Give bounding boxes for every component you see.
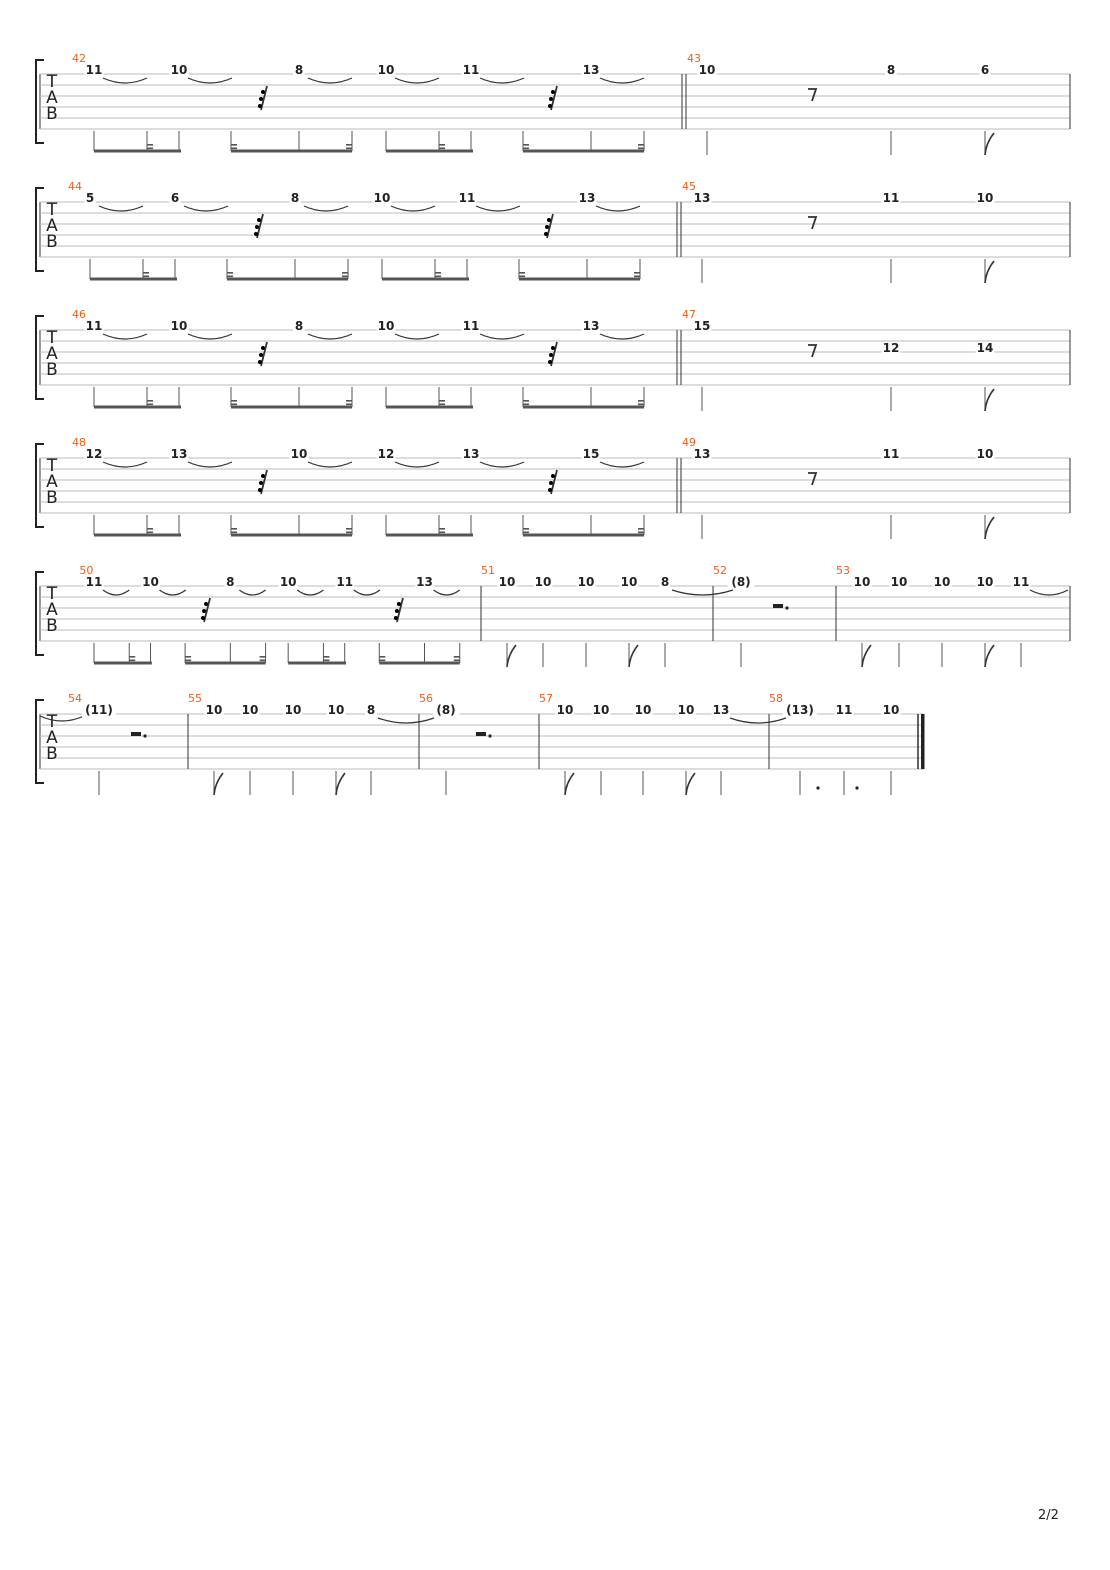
rest-dot [551, 90, 555, 94]
beam-stub [454, 660, 460, 662]
fret-number: 11 [462, 63, 480, 77]
fret-number: 8 [660, 575, 670, 589]
fret-number: 11 [85, 63, 103, 77]
measure-number: 45 [682, 180, 696, 193]
beam [386, 406, 473, 409]
fret-number: 12 [377, 447, 395, 461]
beam-stub [439, 148, 445, 150]
beam-stub [439, 400, 445, 402]
measure-number: 51 [481, 564, 495, 577]
tie-arc [480, 334, 524, 339]
beam [231, 150, 352, 153]
tie-arc [297, 590, 323, 595]
tie-arc [308, 78, 352, 83]
fret-number: 13 [578, 191, 596, 205]
beam [523, 534, 644, 537]
beam [94, 534, 181, 537]
beam-stub [346, 144, 352, 146]
beam-stub [638, 144, 644, 146]
fret-number: 10 [205, 703, 223, 717]
beam-stub [231, 400, 237, 402]
beam [523, 406, 644, 409]
beam-stub [231, 528, 237, 530]
measure-number: 55 [188, 692, 202, 705]
fret-number: 11 [462, 319, 480, 333]
eighth-flag [985, 133, 994, 155]
rest-dot [255, 225, 259, 229]
tie-arc [103, 590, 129, 595]
measure-number: 47 [682, 308, 696, 321]
rest-dot [395, 609, 399, 613]
beam-stub [439, 404, 445, 406]
fret-number: 5 [85, 191, 95, 205]
eighth-flag [686, 773, 695, 795]
fret-number: 13 [582, 63, 600, 77]
fret-number: 8 [294, 63, 304, 77]
beam-stub [227, 272, 233, 274]
dotted-half-rest [773, 604, 783, 608]
rest-dot [202, 609, 206, 613]
beam-stub [638, 400, 644, 402]
beam [382, 278, 469, 281]
beam [94, 150, 181, 153]
duration-dot [855, 786, 858, 789]
beam-stub [523, 144, 529, 146]
rest-dot [258, 488, 262, 492]
eighth-flag [629, 645, 638, 667]
eighth-flag [507, 645, 516, 667]
beam-stub [439, 144, 445, 146]
beam [227, 278, 348, 281]
beam-stub [342, 276, 348, 278]
fret-number: 10 [534, 575, 552, 589]
beam-stub [346, 148, 352, 150]
tie-arc [304, 206, 348, 211]
beam-stub [260, 656, 266, 658]
tab-clef-letter: A [46, 728, 58, 748]
beam-stub [519, 276, 525, 278]
fret-number: 13 [170, 447, 188, 461]
tie-arc [378, 718, 434, 723]
measure-number: 54 [68, 692, 82, 705]
fret-number: 10 [373, 191, 391, 205]
tie-arc [596, 206, 640, 211]
eighth-rest [808, 345, 816, 357]
fret-number: 11 [85, 575, 103, 589]
fret-number: 13 [416, 575, 433, 589]
fret-number: 13 [582, 319, 600, 333]
measure-number: 50 [79, 564, 94, 577]
tie-arc [1030, 590, 1068, 595]
tie-arc [99, 206, 143, 211]
beam-stub [638, 528, 644, 530]
fret-number: 10 [279, 575, 297, 589]
beam-stub [231, 148, 237, 150]
eighth-flag [862, 645, 871, 667]
beam-stub [439, 528, 445, 530]
eighth-rest [808, 89, 816, 101]
measure-number: 53 [836, 564, 850, 577]
tie-arc [391, 206, 435, 211]
tie-arc [730, 718, 786, 723]
beam-stub [638, 532, 644, 534]
rest-dot [204, 602, 208, 606]
fret-number: 11 [882, 447, 900, 461]
fret-number: 6 [980, 63, 990, 77]
tab-clef-letter: A [46, 344, 58, 364]
beam-stub [147, 148, 153, 150]
tie-arc [600, 462, 644, 467]
fret-number: 11 [1012, 575, 1030, 589]
rest-dot [785, 606, 788, 609]
beam-stub [227, 276, 233, 278]
tie-arc [600, 334, 644, 339]
beam-stub [346, 400, 352, 402]
fret-number: 10 [290, 447, 308, 461]
beam-stub [346, 404, 352, 406]
fret-number: 10 [377, 63, 395, 77]
fret-number: (13) [786, 703, 814, 717]
fret-number: 11 [882, 191, 900, 205]
beam-stub [379, 656, 385, 658]
tie-arc [308, 334, 352, 339]
fret-number: 11 [835, 703, 853, 717]
beam [185, 662, 265, 665]
fret-number: 10 [976, 191, 994, 205]
fret-number: 10 [620, 575, 638, 589]
eighth-flag [565, 773, 574, 795]
fret-number: 10 [882, 703, 900, 717]
rest-dot [261, 90, 265, 94]
final-barline-thick [921, 714, 925, 769]
tab-clef-letter: B [46, 744, 58, 764]
beam-stub [231, 532, 237, 534]
rest-dot [258, 360, 262, 364]
beam-stub [185, 656, 191, 658]
rest-dot [548, 488, 552, 492]
tab-clef-letter: A [46, 216, 58, 236]
rest-dot [548, 104, 552, 108]
fret-number: 10 [284, 703, 302, 717]
beam-stub [439, 532, 445, 534]
tab-clef-letter: A [46, 472, 58, 492]
eighth-flag [985, 517, 994, 539]
beam [94, 406, 181, 409]
fret-number: 13 [712, 703, 730, 717]
measure-number: 52 [713, 564, 727, 577]
beam-stub [185, 660, 191, 662]
fret-number: 6 [170, 191, 180, 205]
dotted-half-rest [476, 732, 486, 736]
fret-number: (11) [85, 703, 113, 717]
tie-arc [354, 590, 380, 595]
fret-number: 10 [142, 575, 159, 589]
tab-clef-letter: T [46, 584, 58, 604]
rest-dot [544, 232, 548, 236]
fret-number: 8 [886, 63, 896, 77]
fret-number: 10 [577, 575, 595, 589]
tab-clef-letter: T [46, 712, 58, 732]
fret-number: (8) [436, 703, 456, 717]
tie-arc [395, 78, 439, 83]
beam-stub [435, 272, 441, 274]
fret-number: 11 [336, 575, 354, 589]
fret-number: 12 [85, 447, 103, 461]
tie-arc [103, 78, 147, 83]
beam-stub [147, 400, 153, 402]
fret-number: 10 [634, 703, 652, 717]
rest-dot [548, 360, 552, 364]
rest-dot [551, 346, 555, 350]
rest-dot [259, 481, 263, 485]
beam-stub [323, 660, 329, 662]
tie-arc [480, 462, 524, 467]
beam-stub [147, 528, 153, 530]
fret-number: 10 [170, 319, 188, 333]
beam-stub [147, 144, 153, 146]
fret-number: 10 [976, 575, 994, 589]
tie-arc [103, 462, 147, 467]
fret-number: 10 [592, 703, 610, 717]
fret-number: 10 [698, 63, 716, 77]
beam [90, 278, 177, 281]
tab-clef-letter: T [46, 328, 58, 348]
rest-dot [549, 97, 553, 101]
beam [379, 662, 459, 665]
tie-arc [184, 206, 228, 211]
fret-number: 10 [853, 575, 871, 589]
fret-number: 10 [170, 63, 188, 77]
fret-number: 15 [693, 319, 711, 333]
tab-clef-letter: B [46, 104, 58, 124]
fret-number: 10 [556, 703, 574, 717]
rest-dot [261, 474, 265, 478]
measure-number: 42 [72, 52, 86, 65]
rest-dot [488, 734, 491, 737]
fret-number: 13 [462, 447, 480, 461]
fret-number: 8 [294, 319, 304, 333]
tab-clef-letter: B [46, 360, 58, 380]
beam-stub [260, 660, 266, 662]
beam [94, 662, 152, 665]
beam-stub [129, 660, 135, 662]
tie-arc [476, 206, 520, 211]
beam [386, 150, 473, 153]
beam-stub [346, 532, 352, 534]
rest-dot [547, 218, 551, 222]
measure-number: 44 [68, 180, 82, 193]
fret-number: 10 [933, 575, 951, 589]
tab-clef-letter: T [46, 456, 58, 476]
beam-stub [342, 272, 348, 274]
fret-number: 10 [890, 575, 908, 589]
fret-number: 10 [377, 319, 395, 333]
beam-stub [634, 272, 640, 274]
beam-stub [143, 276, 149, 278]
beam-stub [454, 656, 460, 658]
fret-number: 8 [226, 575, 235, 589]
beam [231, 406, 352, 409]
beam-stub [379, 660, 385, 662]
beam-stub [523, 148, 529, 150]
tie-arc [395, 462, 439, 467]
tab-clef-letter: T [46, 72, 58, 92]
beam-stub [346, 528, 352, 530]
beam [523, 150, 644, 153]
rest-dot [143, 734, 146, 737]
tab-clef-letter: T [46, 200, 58, 220]
rest-dot [258, 104, 262, 108]
beam-stub [147, 404, 153, 406]
fret-number: (8) [731, 575, 751, 589]
rest-dot [201, 616, 205, 620]
beam-stub [523, 532, 529, 534]
beam-stub [638, 404, 644, 406]
page-number: 2/2 [1038, 1508, 1059, 1523]
tie-arc [434, 590, 460, 595]
tie-arc [188, 334, 232, 339]
tie-arc [395, 334, 439, 339]
fret-number: 11 [85, 319, 103, 333]
fret-number: 10 [498, 575, 516, 589]
rest-dot [397, 602, 401, 606]
fret-number: 13 [693, 191, 711, 205]
eighth-flag [985, 389, 994, 411]
measure-number: 58 [769, 692, 783, 705]
beam-stub [143, 272, 149, 274]
tie-arc [672, 590, 733, 595]
fret-number: 14 [976, 341, 994, 355]
tie-arc [480, 78, 524, 83]
beam-stub [147, 532, 153, 534]
rest-dot [549, 353, 553, 357]
fret-number: 8 [366, 703, 376, 717]
beam [519, 278, 640, 281]
fret-number: 10 [327, 703, 345, 717]
measure-number: 57 [539, 692, 553, 705]
tie-arc [160, 590, 186, 595]
tie-arc [188, 462, 232, 467]
tab-clef-letter: A [46, 600, 58, 620]
measure-number: 49 [682, 436, 696, 449]
beam-stub [231, 144, 237, 146]
tie-arc [188, 78, 232, 83]
beam-stub [523, 400, 529, 402]
beam-stub [231, 404, 237, 406]
tab-clef-letter: B [46, 616, 58, 636]
tie-arc [103, 334, 147, 339]
eighth-flag [985, 645, 994, 667]
tie-arc [308, 462, 352, 467]
fret-number: 15 [582, 447, 600, 461]
measure-number: 48 [72, 436, 86, 449]
duration-dot [816, 786, 819, 789]
fret-number: 13 [693, 447, 711, 461]
eighth-rest [808, 217, 816, 229]
measure-number: 46 [72, 308, 86, 321]
tie-arc [600, 78, 644, 83]
beam [386, 534, 473, 537]
rest-dot [549, 481, 553, 485]
fret-number: 10 [976, 447, 994, 461]
rest-dot [259, 353, 263, 357]
measure-number: 43 [687, 52, 701, 65]
beam-stub [634, 276, 640, 278]
rest-dot [259, 97, 263, 101]
beam-stub [323, 656, 329, 658]
eighth-flag [336, 773, 345, 795]
measure-number: 56 [419, 692, 433, 705]
rest-dot [545, 225, 549, 229]
rest-dot [257, 218, 261, 222]
tie-arc [239, 590, 265, 595]
rest-dot [261, 346, 265, 350]
fret-number: 10 [677, 703, 695, 717]
beam-stub [435, 276, 441, 278]
beam-stub [519, 272, 525, 274]
rest-dot [254, 232, 258, 236]
beam-stub [523, 528, 529, 530]
rest-dot [394, 616, 398, 620]
beam-stub [523, 404, 529, 406]
fret-number: 10 [241, 703, 259, 717]
tab-clef-letter: A [46, 88, 58, 108]
dotted-half-rest [131, 732, 141, 736]
fret-number: 11 [458, 191, 476, 205]
rest-dot [551, 474, 555, 478]
fret-number: 12 [882, 341, 900, 355]
fret-number: 8 [290, 191, 300, 205]
eighth-rest [808, 473, 816, 485]
tab-clef-letter: B [46, 488, 58, 508]
eighth-flag [985, 261, 994, 283]
beam [288, 662, 346, 665]
tab-clef-letter: B [46, 232, 58, 252]
beam [231, 534, 352, 537]
eighth-flag [214, 773, 223, 795]
beam-stub [129, 656, 135, 658]
beam-stub [638, 148, 644, 150]
